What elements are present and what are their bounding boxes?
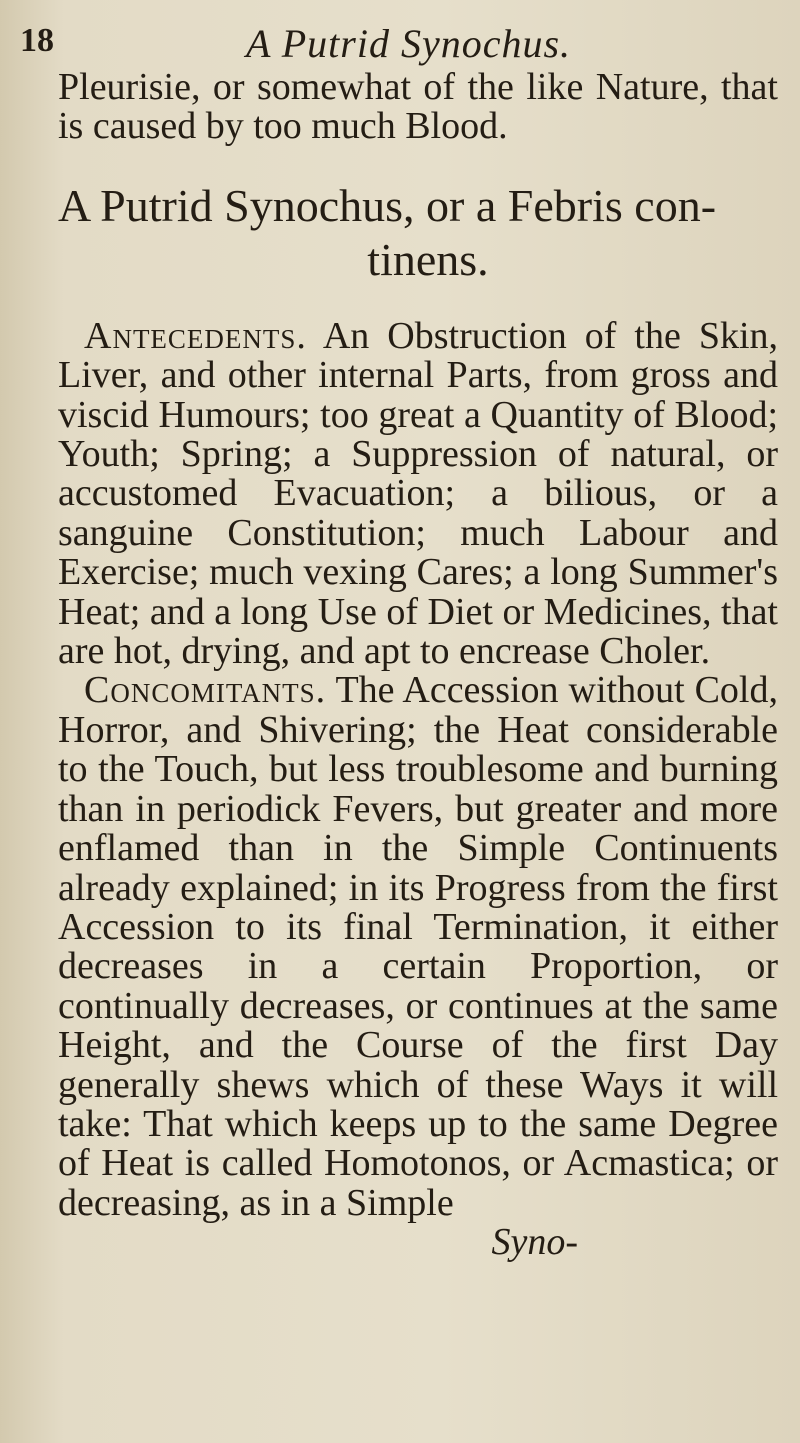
heading-main: A Putrid Synochus, or a Febris con- xyxy=(58,179,717,231)
page-number: 18 xyxy=(20,22,54,59)
concomitants-text: The Accession without Cold, Horror, and Shivering; the Heat considerable to the Touch, but less troublesome and burning than in periodick Fevers, but greater and more enflamed than in the Simple Continuents already explained; in its Progress from the first Accession to its final Termination, it either decreases in a certain Proportion, or continually decreases, or continues at the same Height, and the Course of the first Day generally shews which of these Ways it will take: That which keeps up to the same Degree of Heat is called Homotonos, or Acmastica; or decreasing, as in a Simple xyxy=(58,669,778,1224)
running-head: A Putrid Synochus. xyxy=(246,21,572,66)
concomitants-paragraph xyxy=(58,671,778,1223)
body-text xyxy=(58,68,778,1263)
heading-continuation: tinens. xyxy=(367,233,489,285)
section-heading xyxy=(58,179,778,287)
intro-paragraph: Pleurisie, or somewhat of the like Nature, that is caused by too much Blood. xyxy=(58,66,778,148)
concomitants-label: Concomitants. xyxy=(84,669,327,712)
antecedents-paragraph xyxy=(58,314,779,673)
antecedents-label: Antecedents. xyxy=(84,314,307,357)
catchword: Syno- xyxy=(491,1221,578,1264)
antecedents-text: An Obstruction of the Skin, Liver, and other internal Parts, from gross and viscid Humours; too great a Quantity of Blood; Youth; Spring; a Suppression of natural, or accustomed Evacuation; a bilious, or a sanguine Constitution; much Labour and Exercise; much vexing Cares; a long Summer's Heat; and a long Use of Diet or Medicines, that are hot, drying, and apt to encrease Choler. xyxy=(58,314,779,673)
